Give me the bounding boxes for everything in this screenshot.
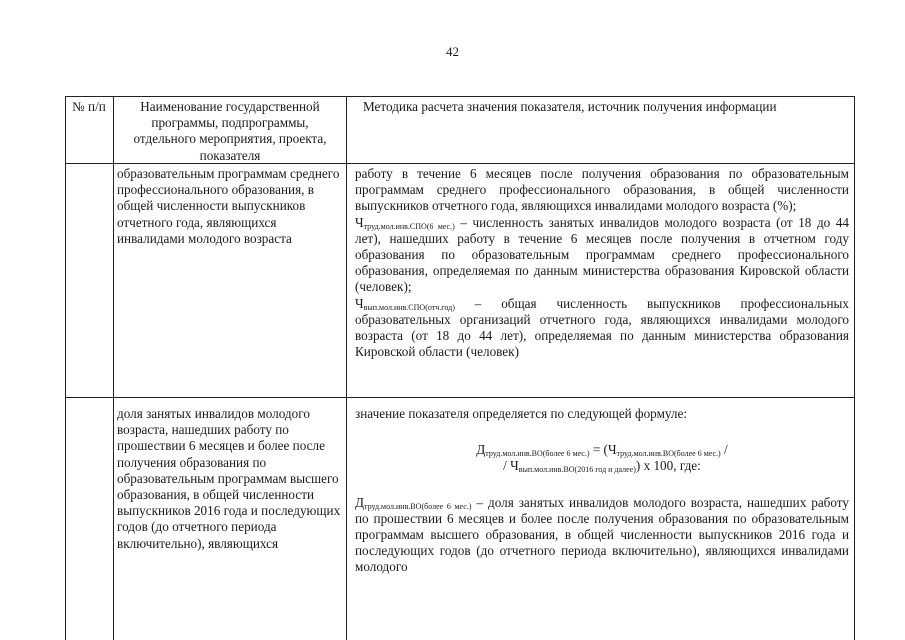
row1-method: [355, 166, 849, 360]
column-divider-2: [346, 96, 347, 640]
row1-method-text: работу в течение 6 месяцев после получения образования по образовательным программам среднего профессионального образования, в общей численности выпускников отчетного года, являющихся инвалидами молодого возраста (%);: [355, 166, 849, 214]
table-border-right: [854, 96, 855, 640]
table-border-top: [65, 96, 855, 97]
row1-variable-1: $Ч_{труд.мол.инв.СПО(6 мес.)}$ – численность занятых инвалидов молодого возраста (от 18 до 44 лет), нашедших работу в течение 6 месяцев после получения в отчетном году образования по образовательным программам среднего профессионального образования, определяемая по данным министерства образования Кировской области (человек);: [355, 214, 849, 295]
row2-method: [355, 406, 849, 576]
row2-definition: $Д_{труд.мол.инв.ВО(более 6 мес.)}$ – доля занятых инвалидов молодого возраста, нашедших работу по прошествии 6 месяцев и более после получения образования по образовательным программам высшего образования, в общей численности выпускников 2016 года и последующих годов (до отчетного периода включительно), являющихся инвалидами молодого: [355, 494, 849, 575]
table-border-left: [65, 96, 66, 640]
row1-variable-2: $Ч_{вып.мол.инв.СПО(отч.год)}$ – общая численность выпускников профессиональных образовательных организаций отчетного года, являющихся инвалидами молодого возраста (от 18 до 44 лет), определяемая по данным министерства образования Кировской области (человек): [355, 295, 849, 360]
column-divider-1: [113, 96, 114, 640]
header-method: Методика расчета значения показателя, источник получения информации: [363, 99, 777, 114]
row2-indicator-name: доля занятых инвалидов молодого возраста, нашедших работу по прошествии 6 месяцев и более после получения образования по образовательным программам высшего образования, в общей численности выпускников 2016 года и последующих годов (до отчетного периода включительно), являющихся: [117, 406, 341, 551]
row1-indicator-name: образовательным программам среднего профессионального образования, в общей численности выпускников отчетного года, являющихся инвалидами молодого возраста: [117, 166, 340, 246]
page-number: 42: [446, 44, 459, 59]
indicator-table: [65, 96, 855, 640]
header-name: Наименование государственной программы, подпрограммы, отдельного мероприятия, проекта, показателя: [133, 99, 327, 163]
row-divider: [65, 397, 855, 398]
header-number: № п/п: [72, 99, 106, 114]
row2-formula: $Д_{труд.мол.инв.ВО(более 6 мес.)} = (Ч_{труд.мол.инв.ВО(более 6 мес.)}$ / / $Ч_{вып.мол.инв.ВО(2016 год и далее)}$) х 100, где:: [476, 442, 728, 475]
row2-formula-intro: значение показателя определяется по следующей формуле:: [355, 406, 688, 421]
